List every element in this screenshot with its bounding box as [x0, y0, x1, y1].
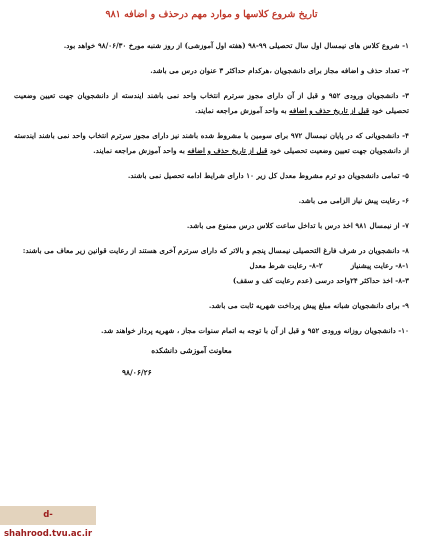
document-title: تاریخ شروع کلاسها و موارد مهم درحذف و اضافه ۹۸۱	[105, 9, 318, 20]
rule-item-3	[14, 88, 409, 118]
rule-item-1	[14, 38, 409, 53]
site-watermark: d-shahrood.tvu.ac.ir	[0, 506, 96, 525]
rule-item-7	[14, 218, 409, 233]
rule-underlined-text: قبل از تاریخ حذف و اضافه	[289, 106, 370, 115]
rule-item-6	[14, 193, 409, 208]
rule-item-8	[14, 243, 409, 288]
rule-text: ۷- از نیمسال ۹۸۱ اخذ درس با تداخل ساعت کلاس درس ممنوع می باشد.	[186, 221, 409, 230]
rule-text-after: به واحد آموزش مراجعه نمایند.	[194, 106, 290, 115]
rule-text: ۴- دانشجویانی که در پایان نیمسال ۹۷۲ برای سومین با مشروط شده باشند نیز دارای مجوز سرترم انتخاب واحد نمی باشند ایندسته از دانشجویان جهت تعیین وضعیت تحصیلی خود	[14, 131, 409, 155]
rule-8-intro: ۸- دانشجویان در شرف فارغ التحصیلی نیمسال پنجم و بالاتر که دارای سرترم آخری هستند از رعایت قوانین زیر معاف می باشند:	[22, 246, 409, 255]
rule-text-after: به واحد آموزش مراجعه نمایند.	[93, 146, 188, 155]
rule-8-sub-2: ۸-۲- رعایت شرط معدل	[249, 261, 323, 270]
rule-item-10: ۱۰- دانشجویان روزانه ورودی ۹۵۲ و قبل از آن با توجه به اتمام سنوات مجاز ، شهریه پرداز خواهند شد.	[100, 326, 409, 335]
rule-item-4	[14, 128, 409, 158]
document-date: ۹۸/۰۶/۲۶	[122, 368, 152, 377]
rules-list	[14, 38, 409, 338]
rule-item-9: ۹- برای دانشجویان شبانه مبلغ پیش پرداخت شهریه ثابت می باشد.	[208, 301, 409, 310]
rule-text: ۱- شروع کلاس های نیمسال اول سال تحصیلی ۹۹-۹۸ (هفته اول آموزشی) از روز شنبه مورخ ۹۸/۰۶/۳۰ خواهد بود.	[63, 41, 409, 50]
rule-underlined-text: قبل از تاریخ حذف و اضافه	[187, 146, 268, 155]
rule-8-sub-3: ۸-۳- اخذ حداکثر ۲۴واحد درسی (عدم رعایت کف و سقف)	[232, 276, 409, 285]
rule-8-sub-row	[14, 258, 409, 273]
rule-text: ۳- دانشجویان ورودی ۹۵۲ و قبل از آن دارای مجوز سرترم انتخاب واحد نمی باشند ایندسته از دانشجویان جهت تعیین وضعیت تحصیلی خود	[14, 91, 409, 115]
rule-text: ۵- تمامی دانشجویان دو ترم مشروط معدل کل زیر ۱۰ دارای شرایط ادامه تحصیل نمی باشند.	[127, 171, 409, 180]
rule-item-2	[14, 63, 409, 78]
rule-8-sub-1: ۸-۱- رعایت پیشنیاز	[350, 261, 409, 270]
signature-office: معاونت آموزشی دانشکده	[151, 346, 232, 355]
rule-text: ۲- تعداد حذف و اضافه مجاز برای دانشجویان ،هرکدام حداکثر ۳ عنوان درس می باشد.	[150, 66, 409, 75]
rule-text: ۶- رعایت پیش نیاز الزامی می باشد.	[298, 196, 409, 205]
rule-item-5	[14, 168, 409, 183]
